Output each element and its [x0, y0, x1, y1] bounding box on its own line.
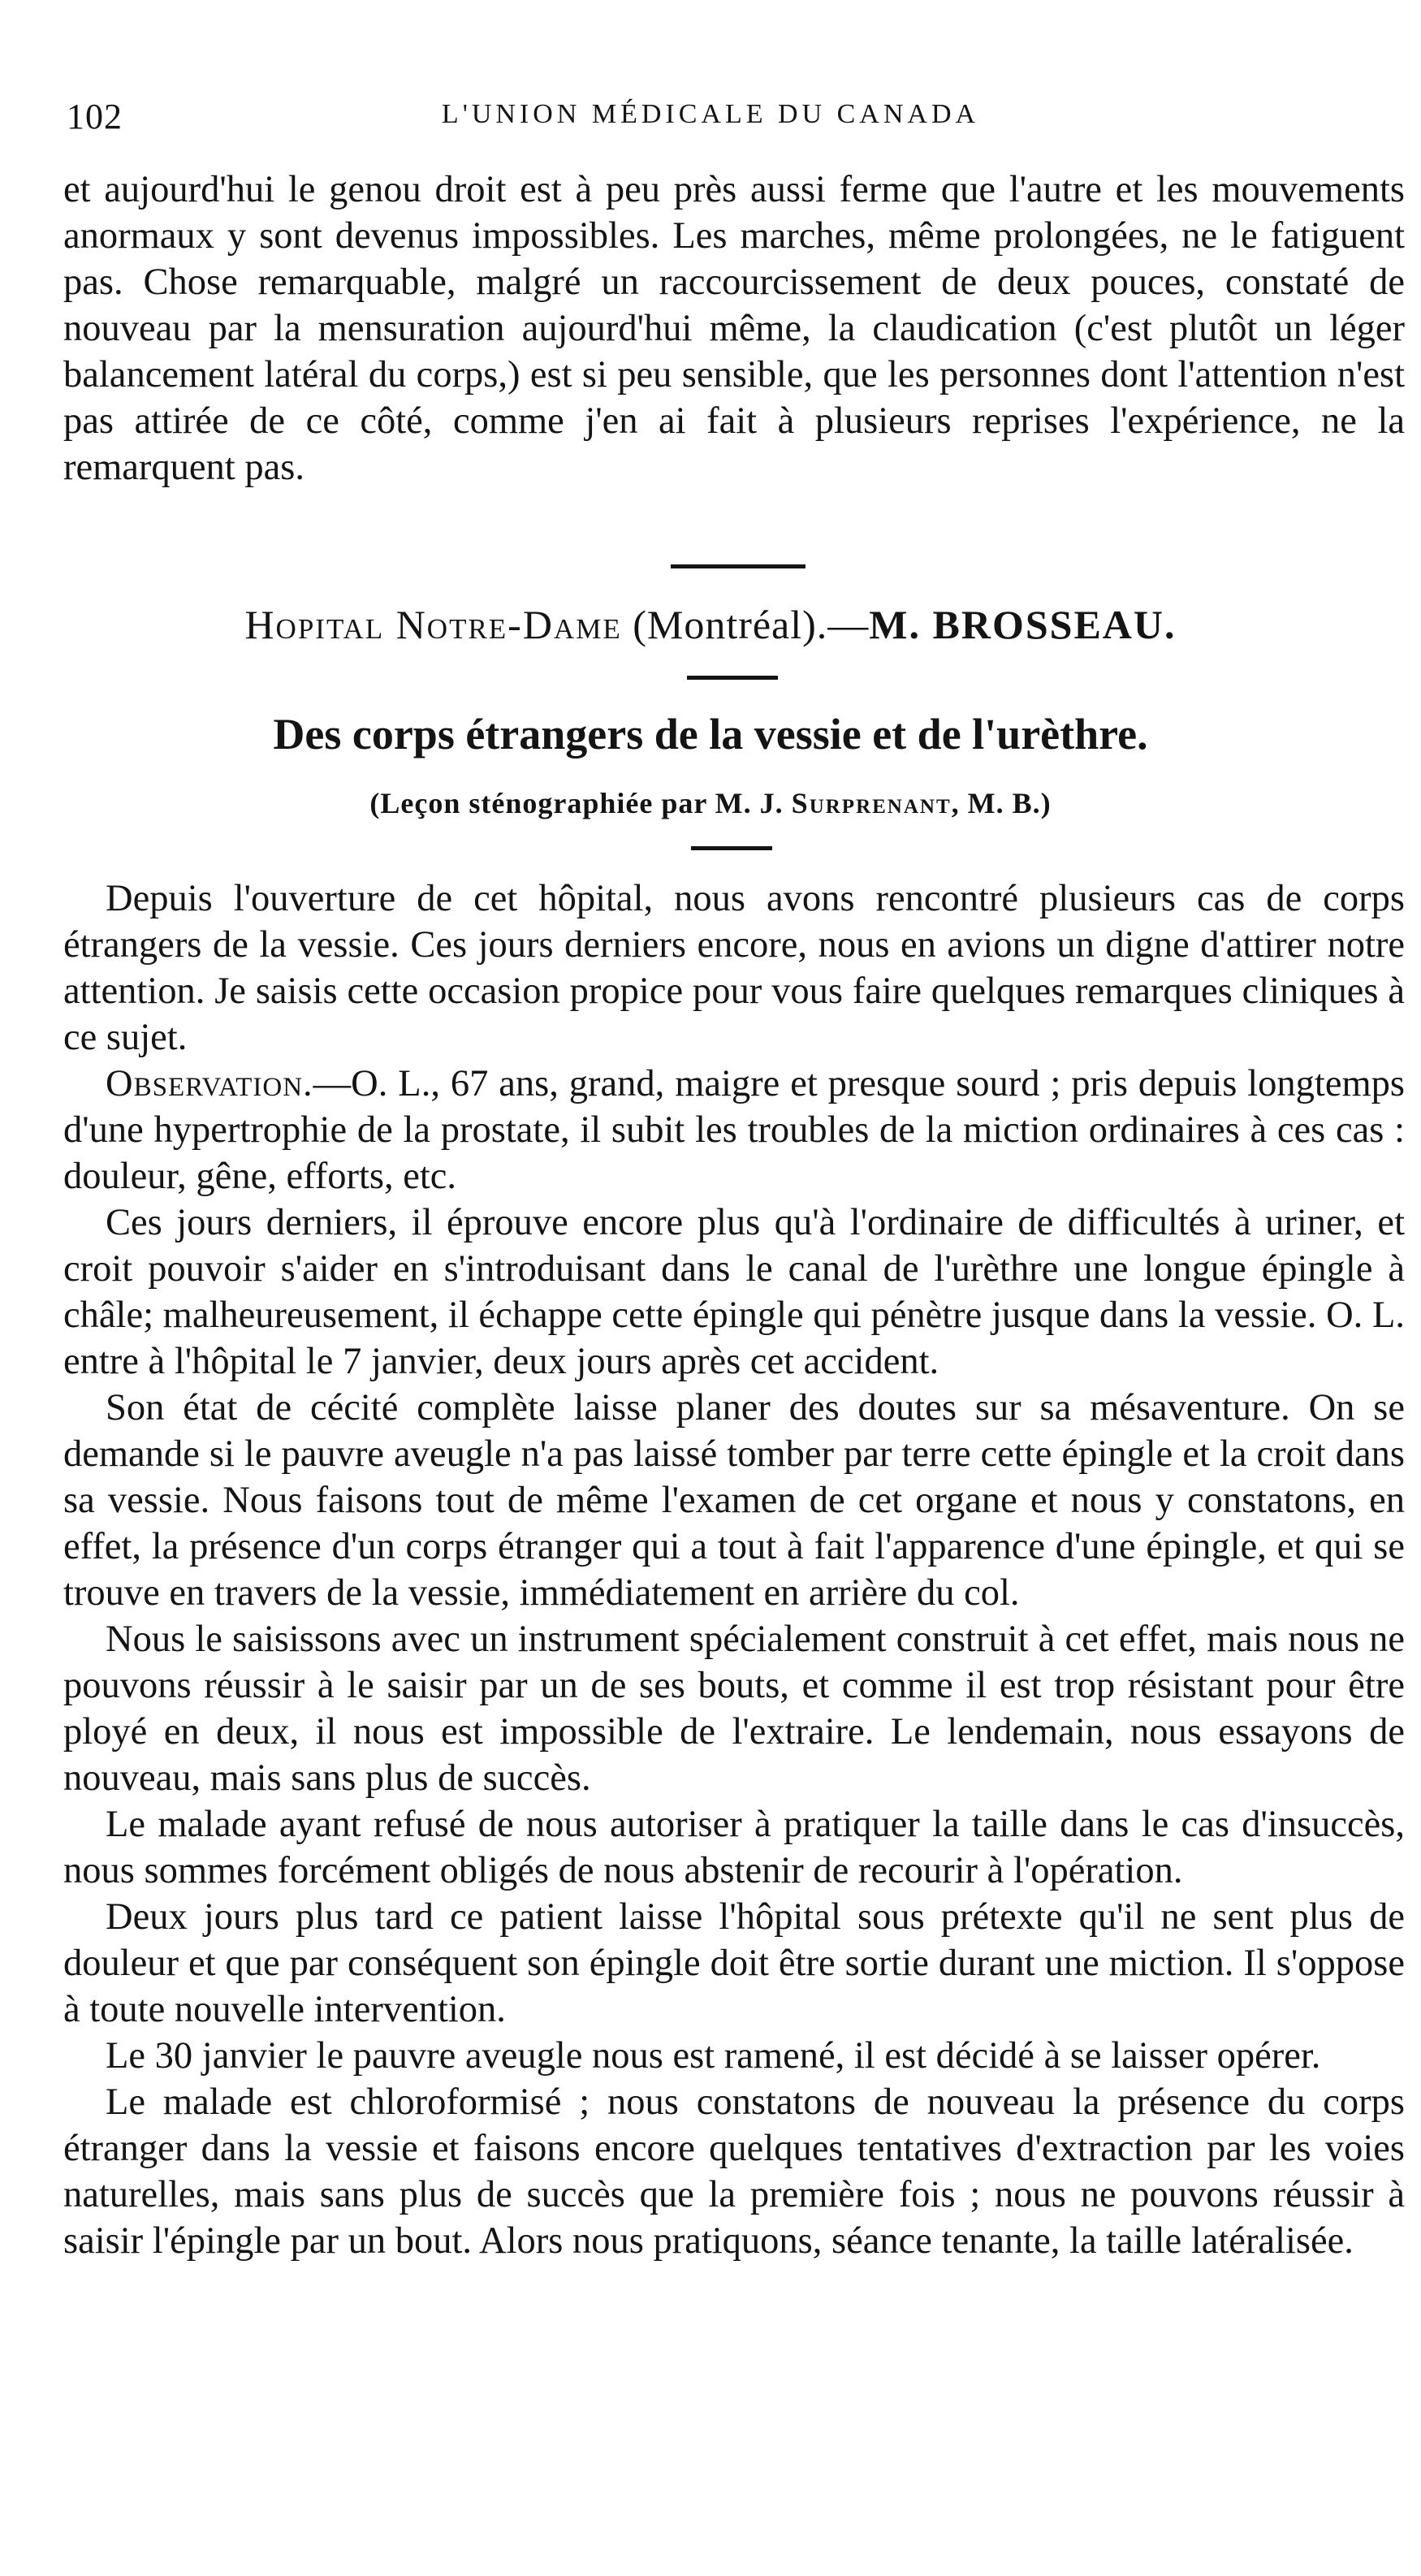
page-number: 102	[67, 97, 123, 136]
byline-prefix: (Leçon sténographiée par M. J.	[369, 787, 784, 819]
observation-paragraph	[63, 1061, 1405, 1199]
article-paragraph: Le 30 janvier le pauvre aveugle nous est ramené, il est décidé à se laisser opérer.	[106, 2035, 1321, 2077]
article-paragraph: Deux jours plus tard ce patient laisse l'hôpital sous prétexte qu'il ne sent plus de douleur et que par conséquent son épingle doit être sortie durant une miction. Il s'oppose à toute nouvelle intervention.	[63, 1896, 1405, 2030]
separator-rule-middle	[687, 676, 778, 680]
hospital-heading	[0, 601, 1421, 648]
byline-suffix: , M. B.)	[951, 787, 1052, 819]
article-paragraph: Son état de cécité complète laisse planer des doutes sur sa mésaventure. On se demande si le pauvre aveugle n'a pas laissé tomber par terre cette épingle et la croit dans sa vessie. Nous faisons tout de même l'examen de cet organe et nous y constatons, en effet, la présence d'un corps étranger qui a tout à fait l'apparence d'une épingle, et qui se trouve en travers de la vessie, immédiatement en arrière du col.	[63, 1387, 1405, 1614]
article-title: Des corps étrangers de la vessie et de l'urèthre.	[273, 710, 1148, 759]
article-body	[63, 875, 1405, 2264]
byline-author: Surprenant	[791, 787, 952, 819]
observation-text: —O. L., 67 ans, grand, maigre et presque sourd ; pris depuis longtemps d'une hypertrophie de la prostate, il subit les troubles de la miction ordinaires à ces cas : douleur, gêne, efforts, etc.	[63, 1063, 1405, 1197]
hospital-city: (Montréal).	[633, 602, 828, 647]
article-paragraph: Depuis l'ouverture de cet hôpital, nous avons rencontré plusieurs cas de corps étrangers de la vessie. Ces jours derniers encore, nous en avions un digne d'attirer notre attention. Je saisis cette occasion propice pour vous faire quelques remarques cliniques à ce sujet.	[63, 878, 1405, 1058]
byline	[0, 786, 1421, 820]
separator-rule-bottom	[691, 846, 772, 850]
article-paragraph: Nous le saisissons avec un instrument spécialement construit à cet effet, mais nous ne pouvons réussir à le saisir par un de ses bouts, et comme il est trop résistant pour être ployé en deux, il nous est impossible de l'extraire. Le lendemain, nous essayons de nouveau, mais sans plus de succès.	[63, 1619, 1405, 1799]
article-paragraph: Le malade est chloroformisé ; nous constatons de nouveau la présence du corps étranger dans la vessie et faisons encore quelques tentatives d'extraction par les voies naturelles, mais sans plus de succès que la première fois ; nous ne pouvons réussir à saisir l'épingle par un bout. Alors nous pratiquons, séance tenante, la taille latéralisée.	[63, 2081, 1405, 2262]
continued-paragraph: et aujourd'hui le genou droit est à peu près aussi ferme que l'autre et les mouvements anormaux y sont devenus impossibles. Les marches, même prolongées, ne le fatiguent pas. Chose remarquable, malgré un raccourcissement de deux pouces, constaté de nouveau par la mensuration aujourd'hui même, la claudication (c'est plutôt un léger balancement latéral du corps,) est si peu sensible, que les personnes dont l'attention n'est pas attirée de ce côté, comme j'en ai fait à plusieurs reprises l'expérience, ne la remarquent pas.	[63, 169, 1405, 488]
separator-rule-top	[671, 564, 806, 568]
running-title: L'UNION MÉDICALE DU CANADA	[441, 99, 980, 129]
heading-dash: —	[827, 602, 870, 647]
continued-paragraph-block	[63, 166, 1405, 491]
observation-label: Observation.	[106, 1063, 313, 1104]
article-paragraph: Le malade ayant refusé de nous autoriser à pratiquer la taille dans le cas d'insuccès, nous sommes forcément obligés de nous abstenir de recourir à l'opération.	[63, 1804, 1405, 1891]
article-paragraph: Ces jours derniers, il éprouve encore plus qu'à l'ordinaire de difficultés à uriner, et croit pouvoir s'aider en s'introduisant dans le canal de l'urèthre une longue épingle à châle; malheureusement, il échappe cette épingle qui pénètre jusque dans la vessie. O. L. entre à l'hôpital le 7 janvier, deux jours après cet accident.	[63, 1202, 1405, 1382]
professor-name: M. BROSSEAU.	[869, 602, 1177, 647]
hospital-name: Hopital Notre-Dame	[244, 602, 622, 647]
